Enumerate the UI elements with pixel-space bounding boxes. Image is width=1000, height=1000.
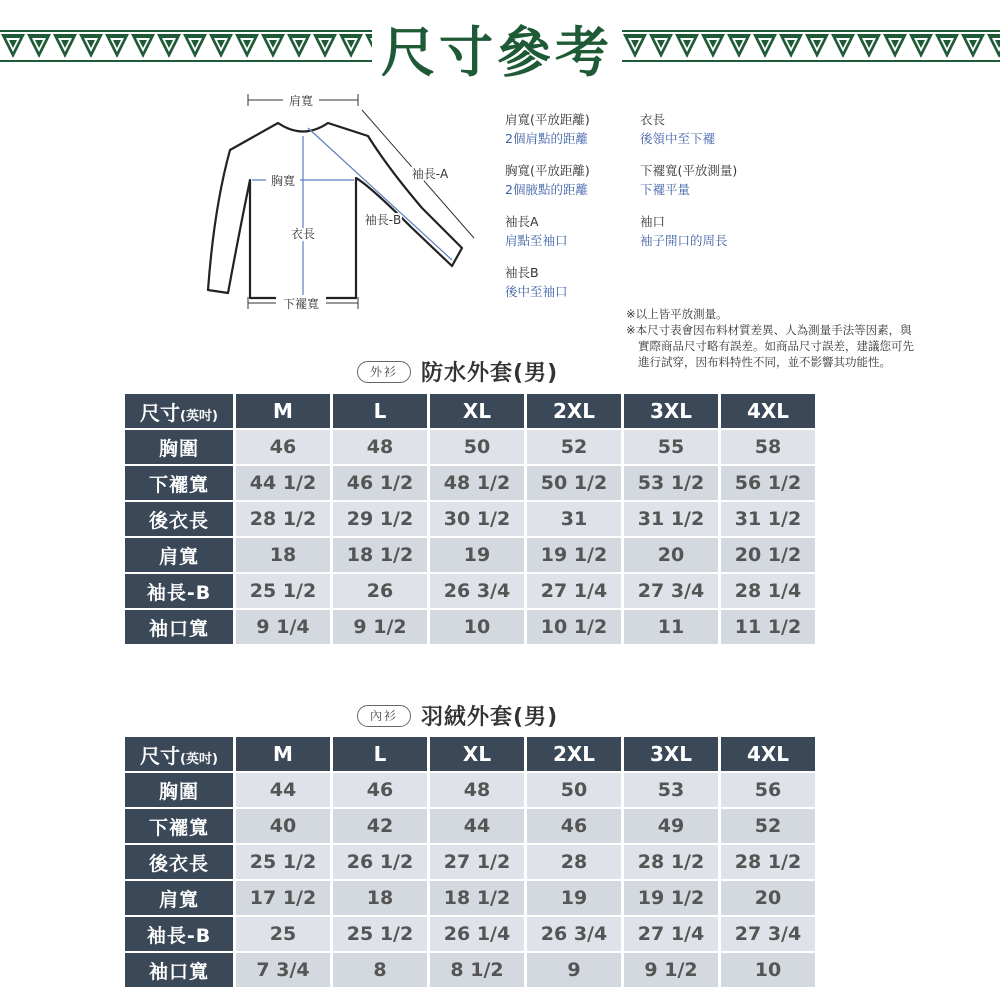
table-cell: 9 1/2 xyxy=(624,953,718,987)
section-heading: 羽絨外套(男) xyxy=(421,705,559,730)
table-cell: 29 1/2 xyxy=(333,502,427,536)
table-cell: 48 1/2 xyxy=(430,466,524,500)
size-table-waterproof xyxy=(122,392,818,646)
table-cell: 53 xyxy=(624,773,718,807)
table-cell: 26 3/4 xyxy=(527,917,621,951)
header-size: 4XL xyxy=(721,737,815,771)
section-heading: 防水外套(男) xyxy=(421,361,559,386)
page-header xyxy=(0,0,1000,90)
row-label: 下襬寬 xyxy=(125,809,233,843)
row-label: 袖口寬 xyxy=(125,953,233,987)
definition-sleeve-a xyxy=(505,212,568,250)
row-label: 後衣長 xyxy=(125,502,233,536)
table-cell: 28 1/2 xyxy=(721,845,815,879)
table-cell: 19 1/2 xyxy=(527,538,621,572)
definition-desc: 2個肩點的距離 xyxy=(505,131,588,146)
definition-shoulder xyxy=(505,110,590,148)
label-shoulder: 肩寬 xyxy=(288,94,314,108)
table-cell: 58 xyxy=(721,430,815,464)
header-size: 4XL xyxy=(721,394,815,428)
header-size: 3XL xyxy=(624,394,718,428)
label-sleeve-a: 袖長-A xyxy=(411,167,449,181)
table-cell: 26 3/4 xyxy=(430,574,524,608)
table-cell: 26 1/2 xyxy=(333,845,427,879)
header-size: 3XL xyxy=(624,737,718,771)
table-cell: 9 1/4 xyxy=(236,610,330,644)
table-cell: 25 1/2 xyxy=(236,845,330,879)
definition-term: 下襬寬(平放測量) xyxy=(640,163,738,178)
definition-length xyxy=(640,110,715,148)
table-cell: 42 xyxy=(333,809,427,843)
table-cell: 46 xyxy=(236,430,330,464)
section-badge: 內衫 xyxy=(357,705,411,727)
table-cell: 30 1/2 xyxy=(430,502,524,536)
table-cell: 50 xyxy=(527,773,621,807)
table-cell: 19 1/2 xyxy=(624,881,718,915)
table-cell: 25 1/2 xyxy=(333,917,427,951)
table-cell: 9 xyxy=(527,953,621,987)
jacket-outline-diagram xyxy=(190,88,490,318)
table-cell: 17 1/2 xyxy=(236,881,330,915)
table-row xyxy=(125,845,815,879)
table-cell: 31 1/2 xyxy=(624,502,718,536)
header-size: M xyxy=(236,737,330,771)
table-cell: 48 xyxy=(333,430,427,464)
table-cell: 28 1/2 xyxy=(236,502,330,536)
table-cell: 46 xyxy=(333,773,427,807)
label-chest: 胸寬 xyxy=(270,174,296,188)
table-cell: 28 xyxy=(527,845,621,879)
measurement-diagram xyxy=(190,88,490,318)
definition-term: 袖長B xyxy=(505,265,539,280)
table-cell: 52 xyxy=(721,809,815,843)
definition-term: 胸寬(平放距離) xyxy=(505,163,590,178)
header-size-label: 尺寸(英吋) xyxy=(125,737,233,771)
table-row xyxy=(125,538,815,572)
table-cell: 26 xyxy=(333,574,427,608)
label-length: 衣長 xyxy=(290,227,316,241)
label-hem: 下襬寬 xyxy=(282,297,320,311)
section-title-down xyxy=(357,700,558,731)
table-cell: 28 1/4 xyxy=(721,574,815,608)
definition-desc: 袖子開口的周長 xyxy=(640,233,728,248)
definition-term: 袖長A xyxy=(505,214,539,229)
table-cell: 27 1/4 xyxy=(527,574,621,608)
table-cell: 10 xyxy=(430,610,524,644)
table-cell: 49 xyxy=(624,809,718,843)
table-cell: 53 1/2 xyxy=(624,466,718,500)
measurement-notes xyxy=(626,306,991,370)
row-label: 肩寬 xyxy=(125,538,233,572)
table-cell: 7 3/4 xyxy=(236,953,330,987)
note-line: ※以上皆平放測量。 xyxy=(626,307,728,321)
row-label: 袖長-B xyxy=(125,574,233,608)
table-cell: 10 1/2 xyxy=(527,610,621,644)
header-size: M xyxy=(236,394,330,428)
section-badge: 外衫 xyxy=(357,361,411,383)
header-size: XL xyxy=(430,394,524,428)
size-table-down xyxy=(122,735,818,989)
table-row xyxy=(125,574,815,608)
section-title-waterproof xyxy=(357,356,558,387)
header-size: L xyxy=(333,394,427,428)
table-cell: 11 1/2 xyxy=(721,610,815,644)
page-title: 尺寸參考 xyxy=(381,21,613,84)
definition-term: 袖口 xyxy=(640,214,666,229)
label-sleeve-b: 袖長-B xyxy=(364,213,402,227)
table-cell: 26 1/4 xyxy=(430,917,524,951)
note-line: 實際商品尺寸略有誤差。如商品尺寸誤差，建議您可先 xyxy=(638,339,914,353)
table-cell: 10 xyxy=(721,953,815,987)
note-line: ※本尺寸表會因布料材質差異、人為測量手法等因素，與 xyxy=(626,323,912,337)
table-row xyxy=(125,809,815,843)
table-cell: 8 1/2 xyxy=(430,953,524,987)
table-cell: 28 1/2 xyxy=(624,845,718,879)
table-cell: 20 xyxy=(721,881,815,915)
table-cell: 8 xyxy=(333,953,427,987)
table-row xyxy=(125,430,815,464)
table-cell: 19 xyxy=(430,538,524,572)
table-cell: 20 1/2 xyxy=(721,538,815,572)
table-cell: 31 xyxy=(527,502,621,536)
row-label: 袖口寬 xyxy=(125,610,233,644)
table-cell: 46 xyxy=(527,809,621,843)
table-cell: 9 1/2 xyxy=(333,610,427,644)
table-cell: 44 1/2 xyxy=(236,466,330,500)
table-cell: 50 xyxy=(430,430,524,464)
definition-hem xyxy=(640,161,737,199)
table-row xyxy=(125,610,815,644)
table-row xyxy=(125,466,815,500)
table-cell: 27 3/4 xyxy=(624,574,718,608)
header-size: XL xyxy=(430,737,524,771)
definition-desc: 後中至袖口 xyxy=(505,284,568,299)
definition-cuff xyxy=(640,212,728,250)
header-size-label: 尺寸(英吋) xyxy=(125,394,233,428)
table-cell: 56 1/2 xyxy=(721,466,815,500)
table-cell: 20 xyxy=(624,538,718,572)
definition-term: 衣長 xyxy=(640,112,666,127)
row-label: 胸圍 xyxy=(125,430,233,464)
definition-desc: 後領中至下襬 xyxy=(640,131,716,146)
header-size: L xyxy=(333,737,427,771)
table-row xyxy=(125,773,815,807)
row-label: 袖長-B xyxy=(125,917,233,951)
table-row xyxy=(125,881,815,915)
table-cell: 25 xyxy=(236,917,330,951)
table-cell: 18 xyxy=(333,881,427,915)
table-cell: 50 1/2 xyxy=(527,466,621,500)
table-row xyxy=(125,502,815,536)
definition-desc: 下襬平量 xyxy=(640,182,691,197)
table-row xyxy=(125,917,815,951)
table-cell: 27 3/4 xyxy=(721,917,815,951)
table-cell: 46 1/2 xyxy=(333,466,427,500)
table-cell: 44 xyxy=(236,773,330,807)
table-cell: 19 xyxy=(527,881,621,915)
table-cell: 31 1/2 xyxy=(721,502,815,536)
table-cell: 18 xyxy=(236,538,330,572)
table-cell: 44 xyxy=(430,809,524,843)
row-label: 胸圍 xyxy=(125,773,233,807)
definition-desc: 2個腋點的距離 xyxy=(505,182,588,197)
table-cell: 18 1/2 xyxy=(430,881,524,915)
table-cell: 11 xyxy=(624,610,718,644)
table-header-row xyxy=(125,737,815,771)
definition-term: 肩寬(平放距離) xyxy=(505,112,590,127)
table-row xyxy=(125,953,815,987)
table-cell: 27 1/4 xyxy=(624,917,718,951)
table-cell: 18 1/2 xyxy=(333,538,427,572)
header-size: 2XL xyxy=(527,394,621,428)
zigzag-border-left xyxy=(0,28,372,64)
note-line: 進行試穿，因布料特性不同，並不影響其功能性。 xyxy=(638,355,891,369)
table-cell: 48 xyxy=(430,773,524,807)
table-cell: 55 xyxy=(624,430,718,464)
header-size: 2XL xyxy=(527,737,621,771)
row-label: 後衣長 xyxy=(125,845,233,879)
definition-chest xyxy=(505,161,590,199)
definition-sleeve-b xyxy=(505,263,568,301)
table-header-row xyxy=(125,394,815,428)
table-cell: 27 1/2 xyxy=(430,845,524,879)
table-cell: 40 xyxy=(236,809,330,843)
zigzag-border-right xyxy=(622,28,1000,64)
definition-desc: 肩點至袖口 xyxy=(505,233,568,248)
row-label: 下襬寬 xyxy=(125,466,233,500)
row-label: 肩寬 xyxy=(125,881,233,915)
table-cell: 52 xyxy=(527,430,621,464)
table-cell: 56 xyxy=(721,773,815,807)
table-cell: 25 1/2 xyxy=(236,574,330,608)
